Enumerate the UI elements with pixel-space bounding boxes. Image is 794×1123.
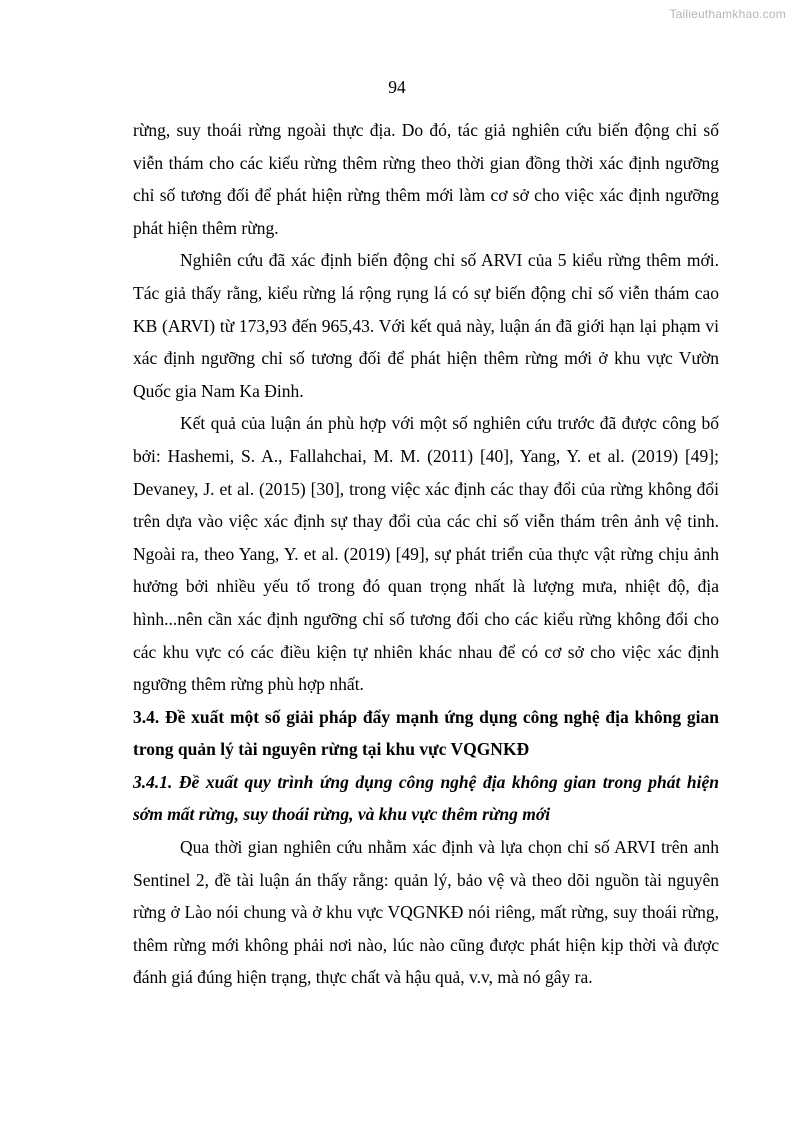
paragraph-continuation: rừng, suy thoái rừng ngoài thực địa. Do đó, tác giả nghiên cứu biến động chỉ số viễn thám cho các kiểu rừng thêm rừng theo thời gian đồng thời xác định ngưỡng chỉ số tương đối để phát hiện rừng thêm mới làm cơ sở cho việc xác định ngưỡng phát hiện thêm rừng. [133,120,719,238]
paragraph-research-findings: Qua thời gian nghiên cứu nhằm xác định và lựa chọn chỉ số ARVI trên anh Sentinel 2, đề tài luận án thấy rằng: quản lý, bảo vệ và theo dõi nguồn tài nguyên rừng ở Lào nói chung và ở khu vực VQGNKĐ nói riêng, mất rừng, suy thoái rừng, thêm rừng mới không phải nơi nào, lúc nào cũng được phát hiện kịp thời và được đánh giá đúng hiện trạng, thực chất và hậu quả, v.v, mà nó gây ra. [133,837,719,988]
watermark: Tailieuthamkhao.com [669,7,786,21]
paragraph-related-studies: Kết quả của luận án phù hợp với một số nghiên cứu trước đã được công bố bởi: Hashemi, S. A., Fallahchai, M. M. (2011) [40], Yang, Y. et al. (2019) [49]; Devaney, J. et al. (2015) [30], trong việc xác định các thay đổi của rừng không đổi trên dựa vào việc xác định sự thay đổi của các chỉ số viễn thám trên ảnh vệ tinh. Ngoài ra, theo Yang, Y. et al. (2019) [49], sự phát triển của thực vật rừng chịu ảnh hưởng bởi nhiều yếu tố trong đó quan trọng nhất là lượng mưa, nhiệt độ, địa hình...nên cần xác định ngưỡng chỉ số tương đối cho các kiểu rừng không đổi cho các khu vực có các điều kiện tự nhiên khác nhau để có cơ sở cho việc xác định ngưỡng thêm rừng phù hợp nhất. [133,413,719,695]
document-body [133,114,719,994]
page-number: 94 [388,77,406,97]
subsection-heading-3-4-1: 3.4.1. Đề xuất quy trình ứng dụng công nghệ địa không gian trong phát hiện sớm mất rừng, suy thoái rừng, và khu vực thêm rừng mới [133,771,719,825]
paragraph-arvi-variation: Nghiên cứu đã xác định biến động chỉ số ARVI của 5 kiểu rừng thêm mới. Tác giả thấy rằng, kiểu rừng lá rộng rụng lá có sự biến động chỉ số viễn thám cao KB (ARVI) từ 173,93 đến 965,43. Với kết quả này, luận án đã giới hạn lại phạm vi xác định ngưỡng chỉ số tương đối để phát hiện thêm rừng mới ở khu vực Vườn Quốc gia Nam Ka Đinh. [133,250,719,401]
section-heading-3-4: 3.4. Đề xuất một số giải pháp đẩy mạnh ứng dụng công nghệ địa không gian trong quản lý tài nguyên rừng tại khu vực VQGNKĐ [133,706,719,760]
